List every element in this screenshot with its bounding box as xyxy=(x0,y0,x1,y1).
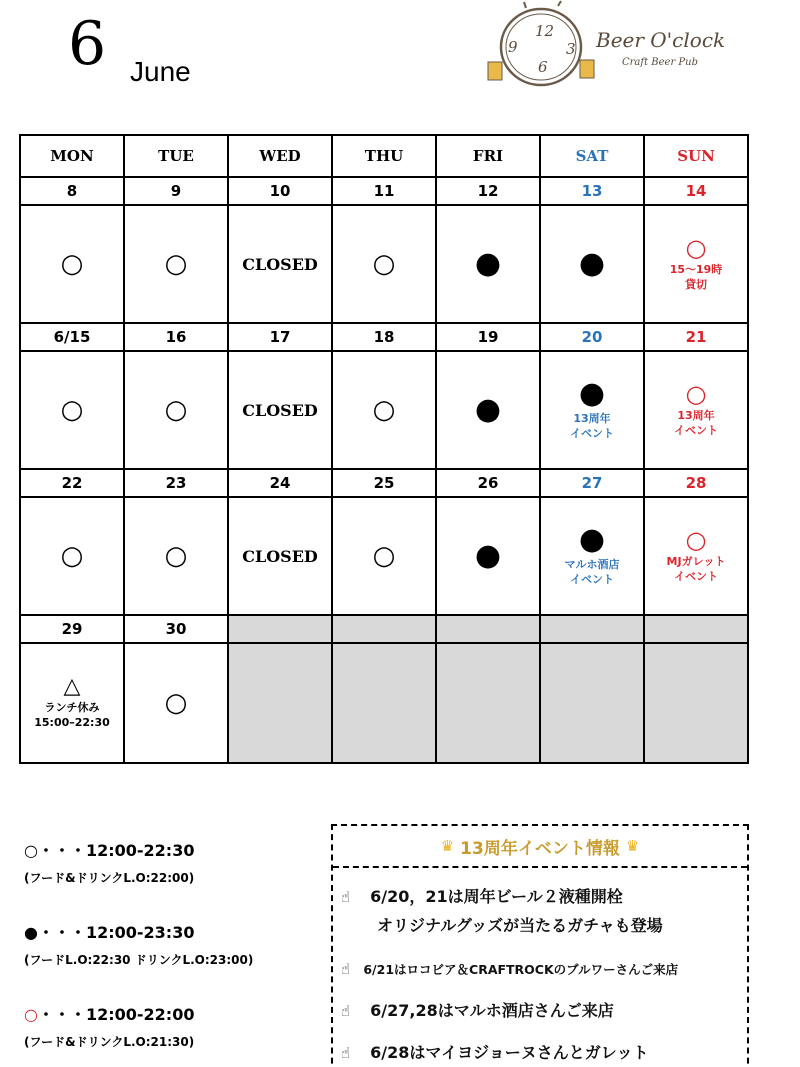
legend-open-note: (フード&ドリンクL.O:22:00) xyxy=(24,871,195,885)
weekday-tue: TUE xyxy=(125,136,229,176)
month-name: June xyxy=(130,56,191,87)
legend-late-note: (フードL.O:22:30 ドリンクL.O:23:00) xyxy=(24,953,254,967)
day-note: マルホ酒店 イベント xyxy=(564,557,620,586)
day-note: MJガレット イベント xyxy=(666,554,726,583)
date-cell-fri xyxy=(437,616,541,642)
red-circle-icon: ○ xyxy=(685,233,707,262)
day-cell-mon xyxy=(21,206,125,322)
day-cell-thu xyxy=(333,498,437,614)
day-note: 13周年 イベント xyxy=(674,408,718,437)
pointing-hand-icon: ☝ xyxy=(341,1002,351,1020)
day-cell-tue xyxy=(125,644,229,762)
open-circle-icon: ○ xyxy=(372,395,396,425)
legend-late-hours: ・・・12:00-23:30 xyxy=(37,923,195,942)
date-cell-thu: 18 xyxy=(333,324,437,350)
day-status-row xyxy=(21,644,747,762)
date-cell-thu: 11 xyxy=(333,178,437,204)
anniversary-event-box xyxy=(331,824,749,1067)
date-row xyxy=(21,470,747,498)
event-title-text: 13周年イベント情報 xyxy=(460,838,620,859)
date-cell-tue: 16 xyxy=(125,324,229,350)
event-item-text-line2: オリジナルグッズが当たるガチャも登場 xyxy=(377,916,663,935)
date-cell-fri: 12 xyxy=(437,178,541,204)
date-cell-sun: 21 xyxy=(685,328,707,346)
open-circle-icon: ○ xyxy=(164,688,188,718)
date-row xyxy=(21,324,747,352)
day-cell-tue xyxy=(125,498,229,614)
legend-early-hours: ・・・12:00-22:00 xyxy=(37,1005,195,1024)
event-item-text: 6/20，21は周年ビール２液種開栓 xyxy=(370,887,623,906)
date-cell-tue: 9 xyxy=(125,178,229,204)
day-status-row xyxy=(21,352,747,470)
day-note: 15～19時 貸切 xyxy=(669,262,723,291)
legend-open-hours: ・・・12:00-22:30 xyxy=(37,841,195,860)
weekday-wed: WED xyxy=(229,136,333,176)
legend-item-early xyxy=(24,1002,194,1050)
legend-item-late xyxy=(24,920,253,968)
crown-icon: ♛ xyxy=(440,837,455,855)
day-cell-mon xyxy=(21,498,125,614)
logo-subtitle: Craft Beer Pub xyxy=(622,57,699,68)
pointing-hand-icon: ☝ xyxy=(341,1044,351,1062)
filled-circle-icon: ● xyxy=(578,246,606,281)
filled-circle-icon: ● xyxy=(474,246,502,281)
closed-label: CLOSED xyxy=(242,254,318,274)
date-row xyxy=(21,616,747,644)
date-cell-thu: 25 xyxy=(333,470,437,496)
filled-circle-icon: ● xyxy=(578,375,606,411)
day-note: 13周年 イベント xyxy=(570,411,614,440)
clock-logo-icon xyxy=(486,0,596,92)
open-circle-icon: ○ xyxy=(60,249,84,279)
clock-numeral-3: 3 xyxy=(566,40,576,58)
day-cell-thu xyxy=(333,352,437,468)
date-cell-sun xyxy=(645,616,747,642)
day-cell-fri xyxy=(437,206,541,322)
date-cell-wed: 17 xyxy=(229,324,333,350)
filled-circle-icon: ● xyxy=(474,538,502,573)
weekday-mon: MON xyxy=(21,136,125,176)
event-item xyxy=(341,960,678,978)
day-cell-tue xyxy=(125,206,229,322)
day-cell-wed xyxy=(229,644,333,762)
date-cell-sat: 20 xyxy=(541,324,645,350)
weekday-header-row xyxy=(21,136,747,178)
event-box-title xyxy=(333,826,747,868)
date-cell-mon: 6/15 xyxy=(21,324,125,350)
legend-item-open xyxy=(24,838,194,886)
red-circle-icon: ○ xyxy=(685,379,707,408)
date-cell-wed: 10 xyxy=(229,178,333,204)
brand-logo xyxy=(486,0,746,92)
clock-numeral-12: 12 xyxy=(535,22,555,40)
legend-late-symbol: ● xyxy=(24,923,38,942)
date-cell-tue: 30 xyxy=(125,616,229,642)
event-item xyxy=(341,998,614,1021)
date-cell-mon: 29 xyxy=(21,616,125,642)
open-circle-icon: ○ xyxy=(372,541,396,571)
date-cell-mon: 8 xyxy=(21,178,125,204)
day-cell-fri xyxy=(437,498,541,614)
event-item-text: 6/27,28はマルホ酒店さんご来店 xyxy=(370,1001,614,1020)
day-status-row xyxy=(21,206,747,324)
closed-label: CLOSED xyxy=(242,400,318,420)
date-cell-mon: 22 xyxy=(21,470,125,496)
open-circle-icon: ○ xyxy=(164,249,188,279)
day-cell-mon xyxy=(21,352,125,468)
open-circle-icon: ○ xyxy=(60,395,84,425)
day-cell-sun xyxy=(645,352,747,468)
date-cell-fri: 19 xyxy=(437,324,541,350)
weekday-fri: FRI xyxy=(437,136,541,176)
day-cell-sat xyxy=(541,498,645,614)
event-item-text: 6/28はマイヨジョーヌさんとガレット xyxy=(370,1043,649,1062)
closed-label: CLOSED xyxy=(242,546,318,566)
logo-name: Beer O'clock xyxy=(596,28,726,52)
triangle-icon: △ xyxy=(63,673,81,699)
day-cell-thu xyxy=(333,206,437,322)
date-row xyxy=(21,178,747,206)
clock-numeral-6: 6 xyxy=(538,58,548,76)
day-cell-thu xyxy=(333,644,437,762)
legend-open-symbol: ○ xyxy=(24,841,38,860)
day-cell-tue xyxy=(125,352,229,468)
clock-numeral-9: 9 xyxy=(508,38,518,56)
weekday-thu: THU xyxy=(333,136,437,176)
day-cell-sun xyxy=(645,206,747,322)
date-cell-sat xyxy=(541,616,645,642)
day-cell-wed xyxy=(229,206,333,322)
date-cell-sun: 14 xyxy=(685,182,707,200)
day-cell-sat xyxy=(541,352,645,468)
day-cell-sun xyxy=(645,498,747,614)
weekday-sun: SUN xyxy=(677,147,715,165)
day-note: ランチ休み 15:00–22:30 xyxy=(34,700,110,729)
day-cell-fri xyxy=(437,644,541,762)
filled-circle-icon: ● xyxy=(578,521,606,557)
open-circle-icon: ○ xyxy=(164,395,188,425)
open-circle-icon: ○ xyxy=(60,541,84,571)
event-item-text: 6/21はロコビア＆CRAFTROCKのブルワーさんご来店 xyxy=(363,962,679,977)
open-circle-icon: ○ xyxy=(164,541,188,571)
day-cell-sun xyxy=(645,644,747,762)
legend-early-symbol: ○ xyxy=(24,1005,38,1024)
pointing-hand-icon: ☝ xyxy=(341,888,351,906)
month-number: 6 xyxy=(68,9,107,79)
date-cell-sat: 27 xyxy=(541,470,645,496)
day-status-row xyxy=(21,498,747,616)
calendar-grid xyxy=(19,134,749,764)
event-item xyxy=(341,884,663,936)
red-circle-icon: ○ xyxy=(685,525,707,554)
date-cell-wed xyxy=(229,616,333,642)
event-item xyxy=(341,1040,649,1063)
open-circle-icon: ○ xyxy=(372,249,396,279)
day-cell-wed xyxy=(229,498,333,614)
crown-icon: ♛ xyxy=(625,837,640,855)
date-cell-tue: 23 xyxy=(125,470,229,496)
pointing-hand-icon: ☝ xyxy=(341,960,351,978)
date-cell-fri: 26 xyxy=(437,470,541,496)
weekday-sat: SAT xyxy=(541,136,645,176)
legend-early-note: (フード&ドリンクL.O:21:30) xyxy=(24,1035,195,1049)
day-cell-mon xyxy=(21,644,125,762)
date-cell-wed: 24 xyxy=(229,470,333,496)
date-cell-sun: 28 xyxy=(685,474,707,492)
day-cell-fri xyxy=(437,352,541,468)
date-cell-thu xyxy=(333,616,437,642)
day-cell-sat xyxy=(541,206,645,322)
filled-circle-icon: ● xyxy=(474,392,502,427)
day-cell-sat xyxy=(541,644,645,762)
date-cell-sat: 13 xyxy=(541,178,645,204)
day-cell-wed xyxy=(229,352,333,468)
